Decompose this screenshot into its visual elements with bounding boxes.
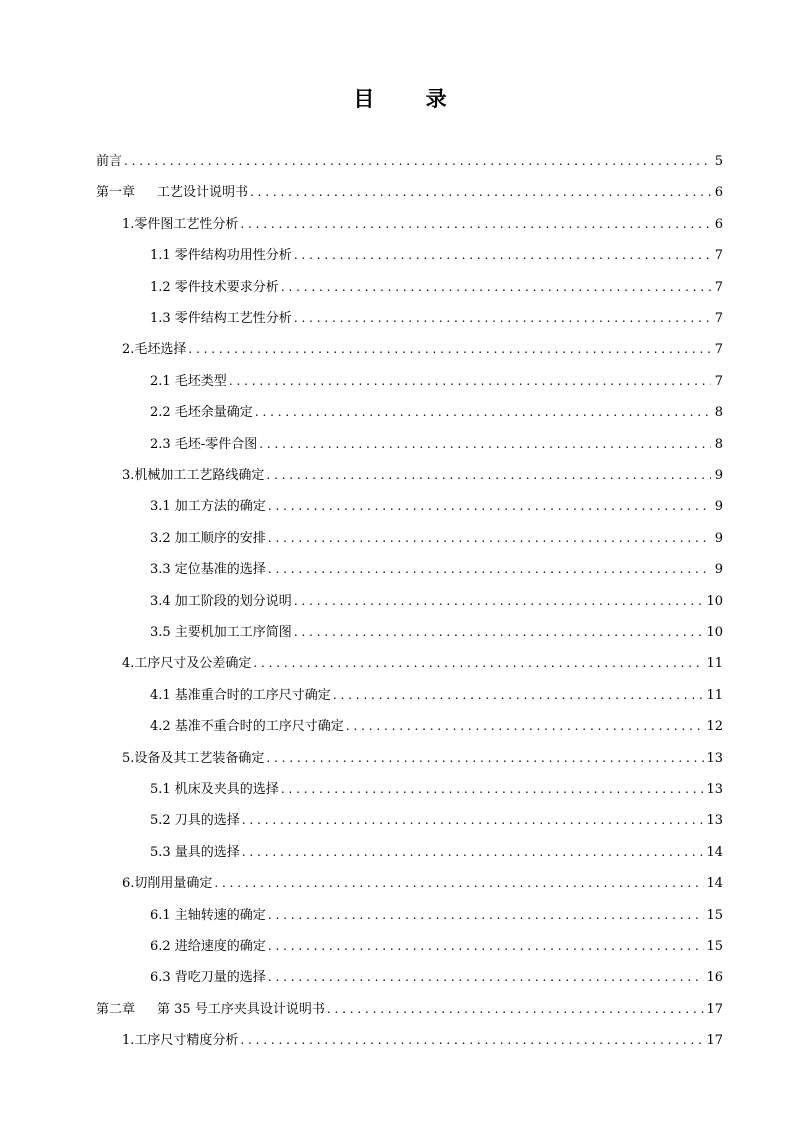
toc-entry[interactable] <box>150 527 723 549</box>
toc-entry-label: 2.2 毛坯余量确定 <box>150 405 253 421</box>
toc-entry[interactable] <box>150 558 723 580</box>
toc-dot-leader <box>229 370 711 393</box>
toc-entry-label: 5.1 机床及夹具的选择 <box>150 782 279 797</box>
toc-entry-label: 6.2 进给速度的确定 <box>150 939 266 954</box>
toc-page-number: 13 <box>706 813 723 829</box>
toc-page-number: 5 <box>714 154 723 169</box>
toc-entry-label: 3.1 加工方法的确定 <box>150 499 266 515</box>
toc-entry[interactable] <box>122 652 723 674</box>
toc-dot-leader <box>268 966 705 989</box>
toc-entry[interactable] <box>96 181 723 203</box>
toc-page-number: 6 <box>714 185 723 201</box>
toc-entry-label: 1.3 零件结构工艺性分析 <box>150 311 292 326</box>
toc-entry-label: 3.2 加工顺序的安排 <box>150 530 266 546</box>
toc-chapter-title: 第 35 号工序夹具设计说明书 <box>157 1001 325 1017</box>
toc-entry-label: 1.2 零件技术要求分析 <box>150 279 279 295</box>
toc-dot-leader <box>268 904 705 927</box>
toc-entry-label: 3.3 定位基准的选择 <box>150 562 266 578</box>
toc-page-number: 13 <box>706 750 723 766</box>
toc-entry[interactable] <box>150 276 723 298</box>
toc-entry-label: 4.1 基准重合时的工序尺寸确定 <box>150 687 331 703</box>
toc-entry[interactable] <box>150 495 723 517</box>
toc-dot-leader <box>266 464 711 487</box>
toc-chapter-number: 第二章 <box>96 1001 136 1017</box>
toc-entry[interactable] <box>122 747 723 769</box>
toc-entry-label: 前言 <box>96 154 123 169</box>
toc-entry[interactable] <box>122 1029 723 1051</box>
toc-entry[interactable] <box>96 150 723 172</box>
toc-dot-leader <box>242 809 705 832</box>
toc-entry[interactable] <box>150 935 723 957</box>
toc-page-number: 14 <box>706 876 723 892</box>
toc-entry[interactable] <box>150 401 723 423</box>
page-title: 目 录 <box>353 87 469 111</box>
toc-page-number: 9 <box>714 562 723 578</box>
toc-page-number: 7 <box>714 373 723 389</box>
toc-entry[interactable] <box>150 715 723 737</box>
toc-page-number: 11 <box>706 656 723 672</box>
toc-entry-label: 3.5 主要机加工工序简图 <box>150 625 292 640</box>
toc-entry-label: 5.3 量具的选择 <box>150 844 240 860</box>
toc-page-number: 11 <box>706 687 723 703</box>
toc-page-number: 9 <box>714 530 723 546</box>
toc-entry[interactable] <box>122 872 723 894</box>
toc-dot-leader <box>242 841 705 864</box>
toc-page-number: 6 <box>714 216 723 232</box>
toc-page-number: 7 <box>714 279 723 295</box>
toc-dot-leader <box>281 778 705 801</box>
toc-dot-leader <box>294 590 705 613</box>
toc-dot-leader <box>214 872 704 895</box>
toc-entry-label: 4.2 基准不重合时的工序尺寸确定 <box>150 719 344 735</box>
toc-entry[interactable] <box>96 998 723 1020</box>
toc-page-number: 10 <box>706 593 723 609</box>
toc-entry-label: 2.毛坯选择 <box>122 342 187 358</box>
toc-entry[interactable] <box>122 213 723 235</box>
toc-page-number: 9 <box>714 499 723 515</box>
toc-entry[interactable] <box>122 464 723 486</box>
toc-page-number: 13 <box>706 782 723 797</box>
toc-entry-label: 2.1 毛坯类型 <box>150 373 227 389</box>
toc-entry[interactable] <box>150 244 723 266</box>
toc-dot-leader <box>240 213 711 236</box>
toc-dot-leader <box>124 150 711 173</box>
toc-page-number: 17 <box>706 1001 723 1017</box>
toc-entry-label: 4.工序尺寸及公差确定 <box>122 656 252 672</box>
toc-entry-label: 5.2 刀具的选择 <box>150 813 240 829</box>
toc-dot-leader <box>259 433 711 456</box>
toc-entry[interactable] <box>150 841 723 863</box>
toc-page-number: 17 <box>706 1033 723 1049</box>
toc-entry-label: 1.零件图工艺性分析 <box>122 216 239 232</box>
toc-entry[interactable] <box>150 778 723 800</box>
toc-entry[interactable] <box>122 338 723 360</box>
toc-page-number: 12 <box>706 719 723 735</box>
toc-dot-leader <box>188 338 711 361</box>
toc-entry[interactable] <box>150 904 723 926</box>
toc-page-number: 8 <box>714 405 723 421</box>
toc-page-number: 7 <box>714 342 723 358</box>
toc-entry[interactable] <box>150 433 723 455</box>
toc-entry-label: 6.切削用量确定 <box>122 876 213 892</box>
toc-entry-label: 6.1 主轴转速的确定 <box>150 907 266 923</box>
toc-page-number: 9 <box>714 468 723 483</box>
toc-entry-label: 3.机械加工工艺路线确定 <box>122 468 265 483</box>
toc-dot-leader <box>268 935 705 958</box>
toc-page-number: 15 <box>706 907 723 923</box>
toc-dot-leader <box>346 715 705 738</box>
toc-page-number: 8 <box>714 436 723 452</box>
toc-dot-leader <box>281 276 711 299</box>
toc-page-number: 14 <box>706 844 723 860</box>
toc-page-number: 10 <box>706 625 723 640</box>
toc-page-number: 7 <box>714 248 723 264</box>
toc-entry-label: 2.3 毛坯-零件合图 <box>150 436 258 452</box>
toc-entry[interactable] <box>150 590 723 612</box>
toc-entry[interactable] <box>150 684 723 706</box>
toc-entry[interactable] <box>150 307 723 329</box>
toc-page-number: 15 <box>706 939 723 954</box>
toc-dot-leader <box>255 401 711 424</box>
toc-entry-label <box>96 182 248 204</box>
toc-chapter-title: 工艺设计说明书 <box>157 185 249 201</box>
toc-chapter-number: 第一章 <box>96 185 136 201</box>
toc-entry-label: 1.1 零件结构功用性分析 <box>150 248 292 264</box>
toc-entry[interactable] <box>150 621 723 643</box>
toc-dot-leader <box>333 684 705 707</box>
toc-dot-leader <box>294 244 711 267</box>
toc-entry[interactable] <box>150 370 723 392</box>
toc-dot-leader <box>250 181 711 204</box>
toc-page-number: 7 <box>714 311 723 326</box>
toc-dot-leader <box>253 652 704 675</box>
toc-dot-leader <box>268 495 711 518</box>
toc-dot-leader <box>327 998 705 1021</box>
toc-entry[interactable] <box>150 809 723 831</box>
toc-dot-leader <box>294 621 705 644</box>
toc-page-number: 16 <box>706 970 723 986</box>
toc-dot-leader <box>268 527 711 550</box>
toc-entry-label: 6.3 背吃刀量的选择 <box>150 970 266 986</box>
toc-dot-leader <box>294 307 711 330</box>
toc-entry-label <box>96 999 325 1021</box>
toc-dot-leader <box>240 1029 704 1052</box>
toc-dot-leader <box>266 747 704 770</box>
toc-dot-leader <box>268 558 711 581</box>
toc-entry-label: 5.设备及其工艺装备确定 <box>122 750 265 766</box>
toc-entry-label: 3.4 加工阶段的划分说明 <box>150 593 292 609</box>
toc-entry-label: 1.工序尺寸精度分析 <box>122 1033 239 1049</box>
toc-entry[interactable] <box>150 966 723 988</box>
